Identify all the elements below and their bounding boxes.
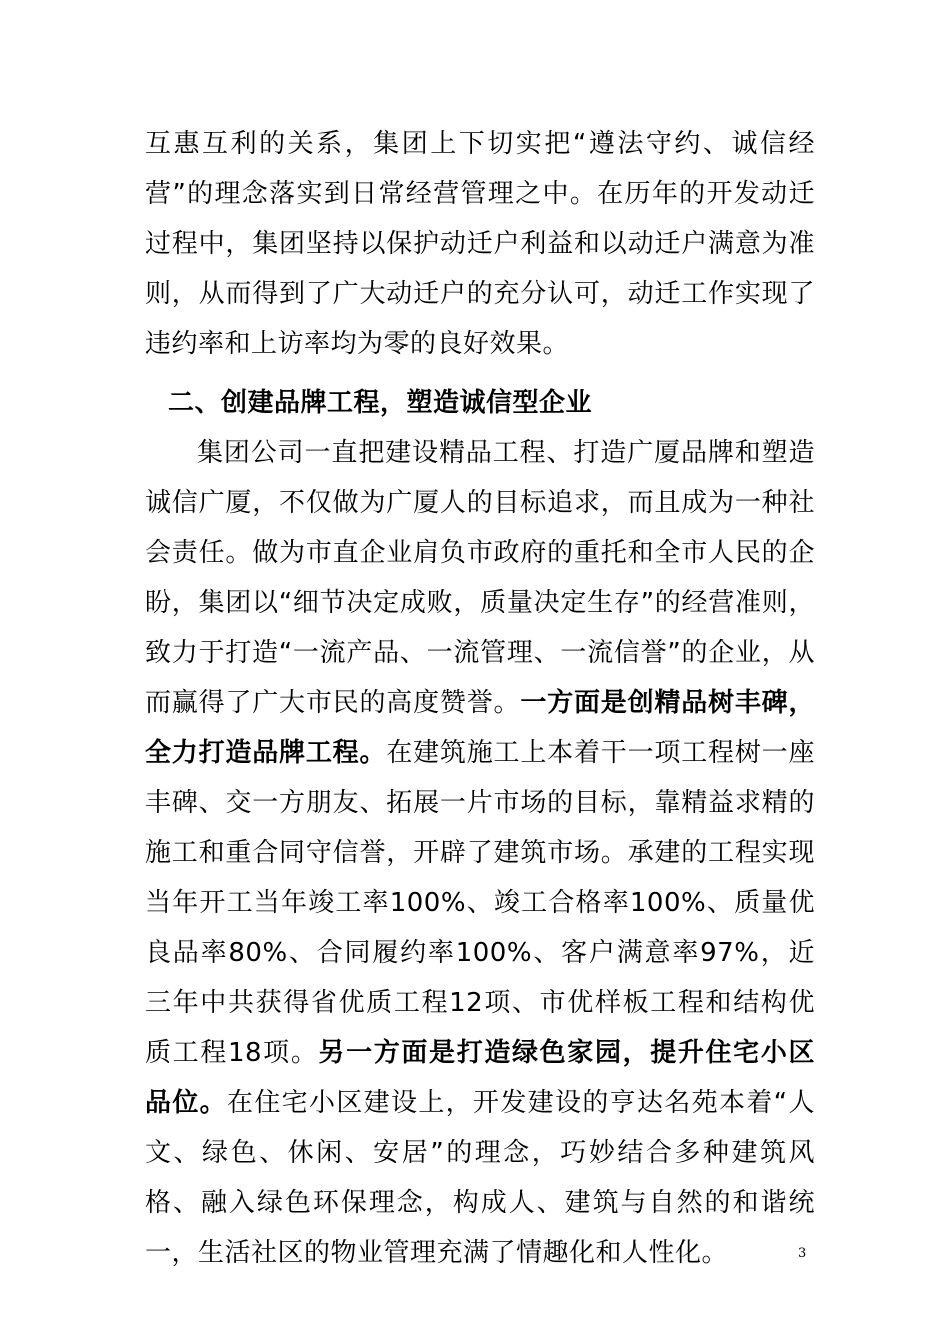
paragraph-text-run: 在建筑施工上本着干一项工程树一座丰碑、交一方朋友、拓展一片市场的目标，靠精益求精的施工和重合同守信誉，开辟了建筑市场。承建的工程实现当年开工当年竣工率100%、竣工合格率100%、质量优良品率80%、合同履约率100%、客户满意率97%，近三年中共获得省优质工程12项、市优样板工程和结构优质工程18项。 (145, 738, 815, 1068)
page-number: 3 (798, 1246, 807, 1261)
paragraph-text (145, 428, 815, 1278)
body-paragraph (145, 428, 815, 1278)
section-heading: 二、创建品牌工程，塑造诚信型企业 (168, 388, 593, 418)
bold-emphasis: 一方面是创精品树丰碑，全力打造品牌工程。 (145, 688, 815, 768)
paragraph-text-run: 集团公司一直把建设精品工程、打造广厦品牌和塑造诚信广厦，不仅做为广厦人的目标追求，而且成为一种社会责任。做为市直企业肩负市政府的重托和全市人民的企盼，集团以“细节决定成败，质量决定生存”的经营准则，致力于打造“一流产品、一流管理、一流信誉”的企业，从而赢得了广大市民的高度赞誉。 (145, 438, 815, 718)
paragraph-text-run: 在住宅小区建设上，开发建设的亨达名苑本着“人文、绿色、休闲、安居”的理念，巧妙结合多种建筑风格、融入绿色环保理念，构成人、建筑与自然的和谐统一，生活社区的物业管理充满了情趣化和人性化。 (145, 1088, 815, 1268)
bold-emphasis: 另一方面是打造绿色家园，提升住宅小区品位。 (145, 1038, 815, 1118)
paragraph-text: 互惠互利的关系，集团上下切实把“遵法守约、诚信经营”的理念落实到日常经营管理之中。在历年的开发动迁过程中，集团坚持以保护动迁户利益和以动迁户满意为准则，从而得到了广大动迁户的充分认可，动迁工作实现了违约率和上访率均为零的良好效果。 (145, 129, 815, 359)
body-paragraph (145, 119, 815, 369)
